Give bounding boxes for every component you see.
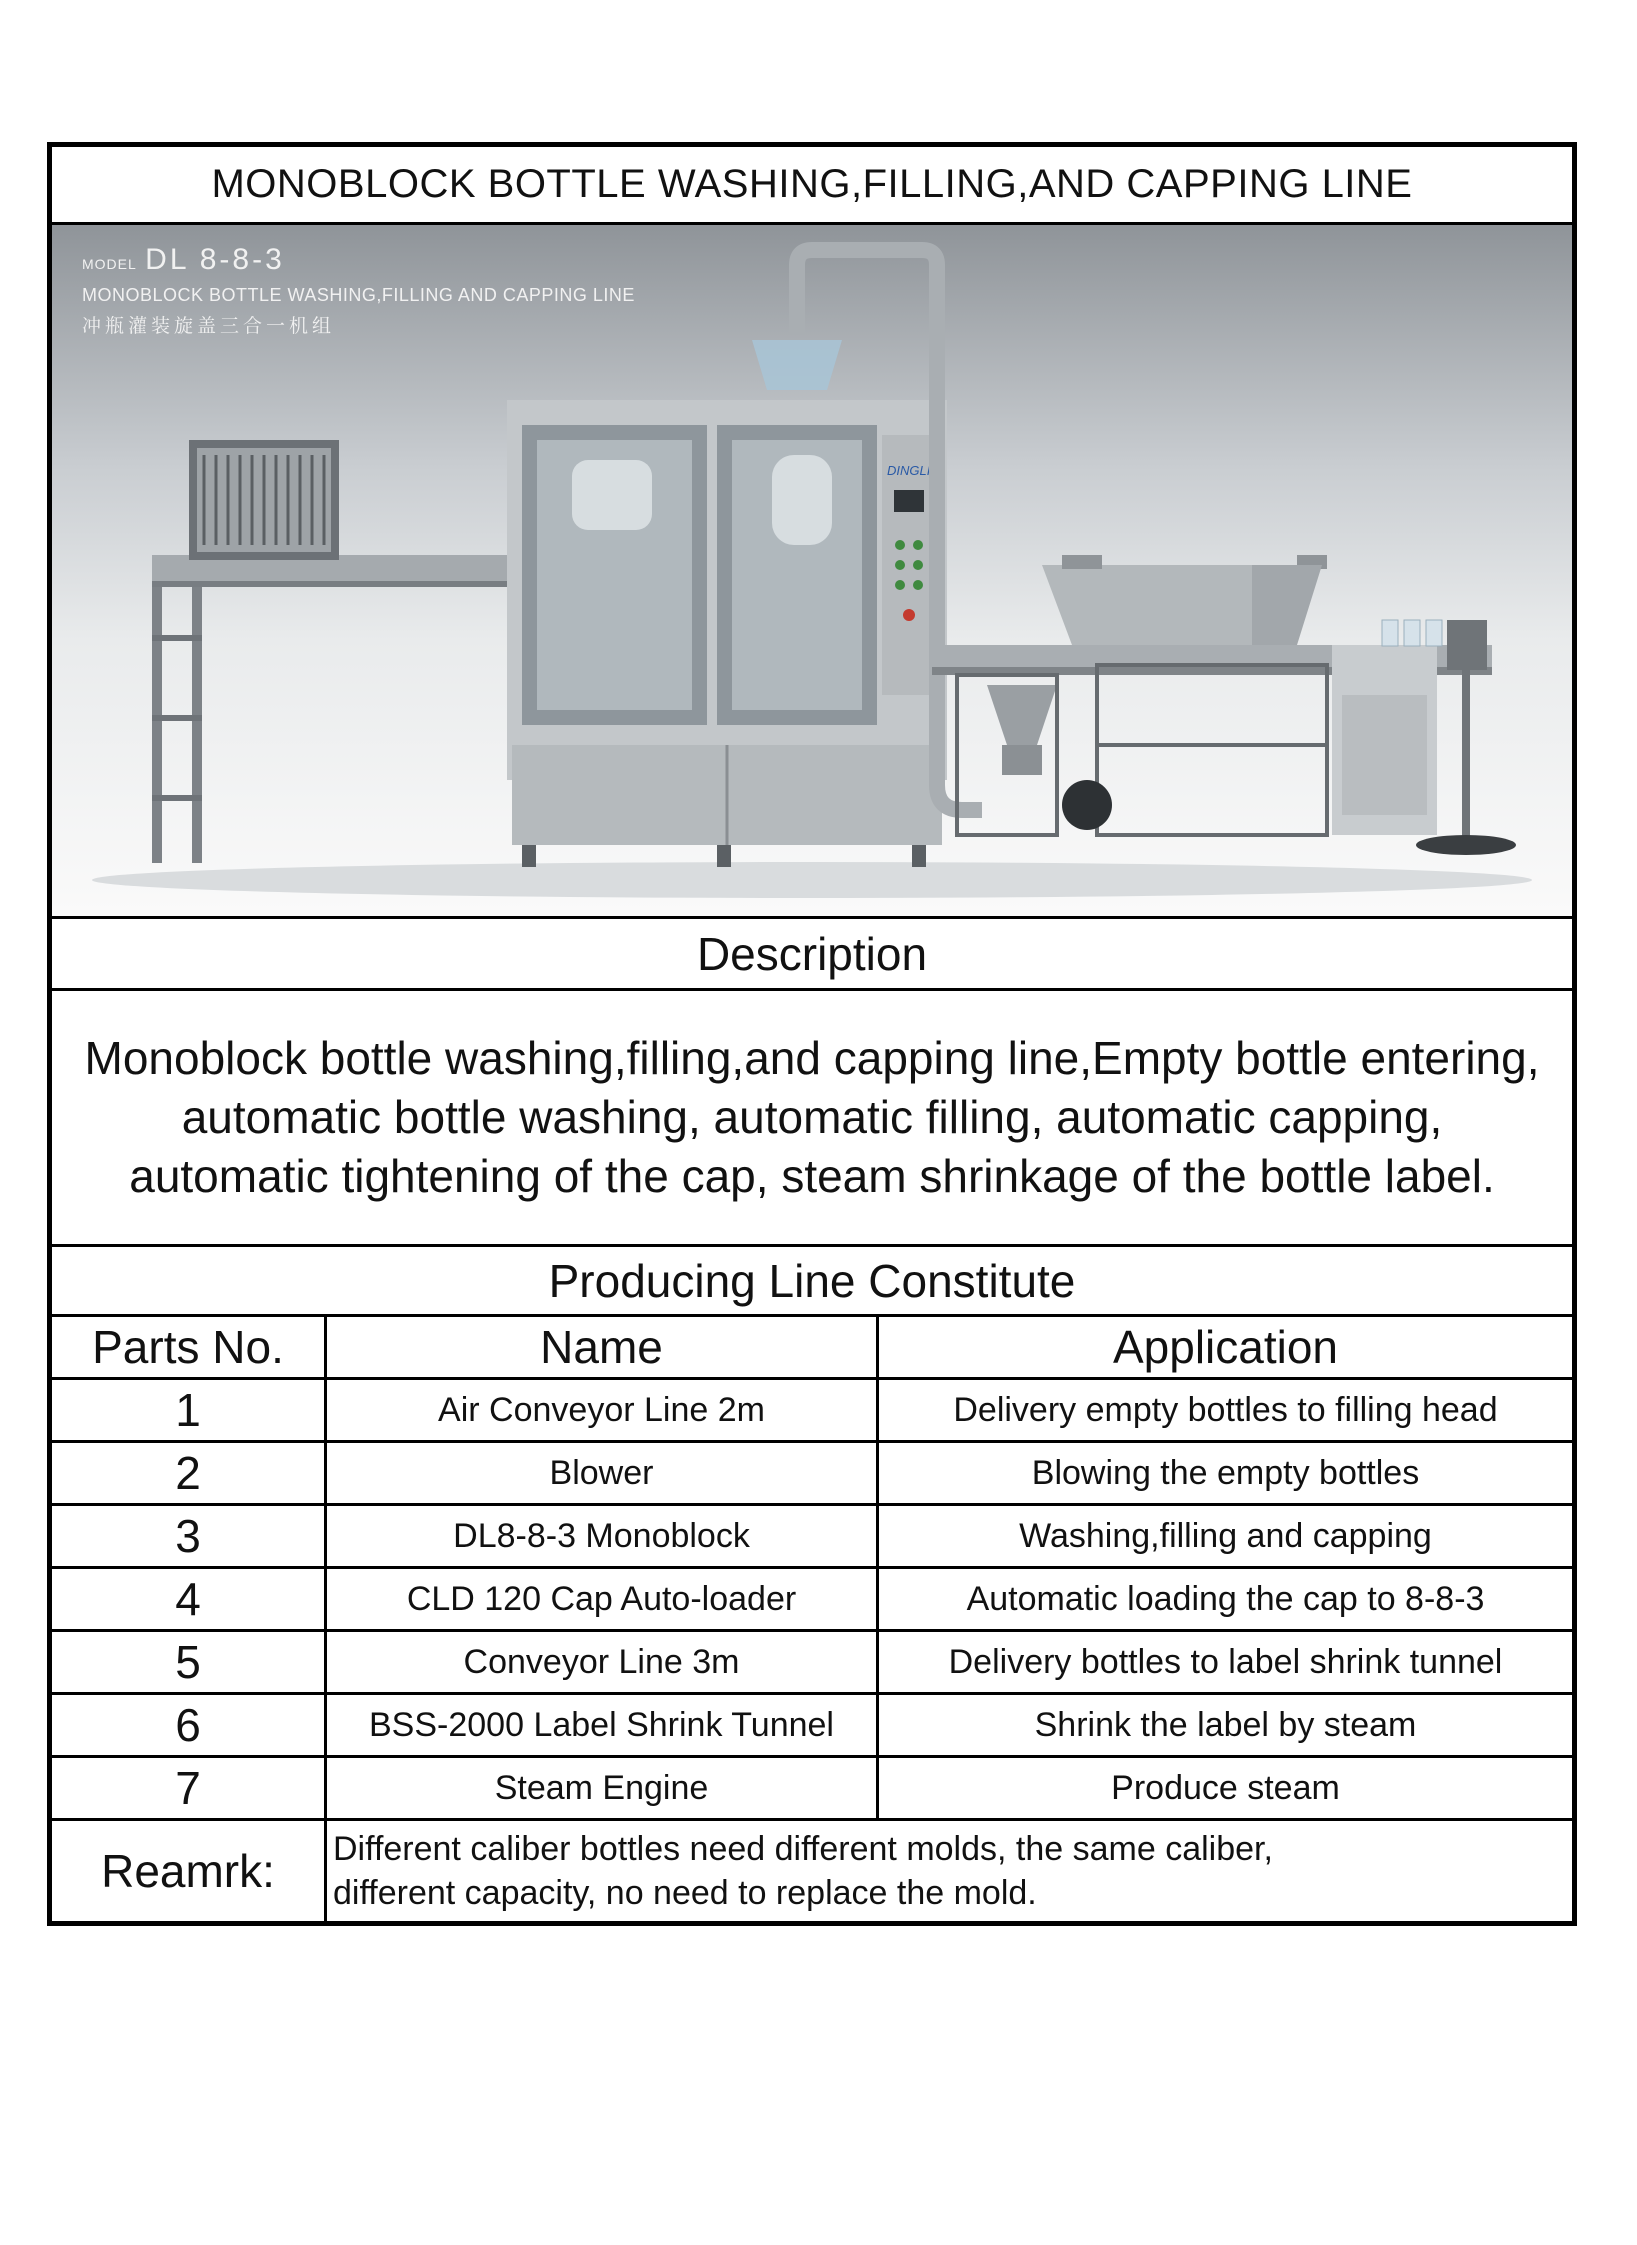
row-5-name: Conveyor Line 3m xyxy=(327,1632,879,1695)
remark-line-1: Different caliber bottles need different molds, the same caliber, xyxy=(333,1830,1273,1868)
remark-line-2: different capacity, no need to replace the mold. xyxy=(333,1874,1037,1912)
column-header-application: Application xyxy=(879,1317,1572,1380)
row-1-name: Air Conveyor Line 2m xyxy=(327,1380,879,1443)
photo-subtitle-cn: 冲瓶灌装旋盖三合一机组 xyxy=(82,316,336,337)
model-prefix: MODEL xyxy=(82,256,137,272)
row-1-application: Delivery empty bottles to filling head xyxy=(879,1380,1572,1443)
row-4-no: 4 xyxy=(52,1569,327,1632)
row-4-name: CLD 120 Cap Auto-loader xyxy=(327,1569,879,1632)
row-2-application: Blowing the empty bottles xyxy=(879,1443,1572,1506)
model-label xyxy=(82,243,285,277)
row-3-no: 3 xyxy=(52,1506,327,1569)
row-6-application: Shrink the label by steam xyxy=(879,1695,1572,1758)
parts-table xyxy=(52,1317,1572,1821)
row-5-no: 5 xyxy=(52,1632,327,1695)
machine-photo xyxy=(52,225,1572,919)
row-3-name: DL8-8-3 Monoblock xyxy=(327,1506,879,1569)
line-heading: Producing Line Constitute xyxy=(52,1247,1572,1317)
row-6-no: 6 xyxy=(52,1695,327,1758)
model-code: DL 8-8-3 xyxy=(145,243,285,276)
column-header-parts-no: Parts No. xyxy=(52,1317,327,1380)
row-2-name: Blower xyxy=(327,1443,879,1506)
row-2-no: 2 xyxy=(52,1443,327,1506)
description-heading: Description xyxy=(52,919,1572,991)
row-7-application: Produce steam xyxy=(879,1758,1572,1821)
row-1-no: 1 xyxy=(52,1380,327,1443)
page-title: MONOBLOCK BOTTLE WASHING,FILLING,AND CAPPING LINE xyxy=(52,147,1572,225)
row-7-name: Steam Engine xyxy=(327,1758,879,1821)
row-7-no: 7 xyxy=(52,1758,327,1821)
spec-sheet xyxy=(47,142,1577,1926)
description-text: Monoblock bottle washing,filling,and capping line,Empty bottle entering, automatic bottle washing, automatic filling, automatic capping, automatic tightening of the cap, steam shrinkage of the bottle label. xyxy=(52,991,1572,1247)
remark-row xyxy=(52,1821,1572,1921)
brand-logo: DINGLI xyxy=(887,463,931,478)
remark-text xyxy=(327,1821,1572,1921)
row-4-application: Automatic loading the cap to 8-8-3 xyxy=(879,1569,1572,1632)
photo-subtitle-en: MONOBLOCK BOTTLE WASHING,FILLING AND CAPPING LINE xyxy=(82,285,635,305)
remark-label: Reamrk: xyxy=(52,1821,327,1921)
row-5-application: Delivery bottles to label shrink tunnel xyxy=(879,1632,1572,1695)
row-3-application: Washing,filling and capping xyxy=(879,1506,1572,1569)
row-6-name: BSS-2000 Label Shrink Tunnel xyxy=(327,1695,879,1758)
column-header-name: Name xyxy=(327,1317,879,1380)
